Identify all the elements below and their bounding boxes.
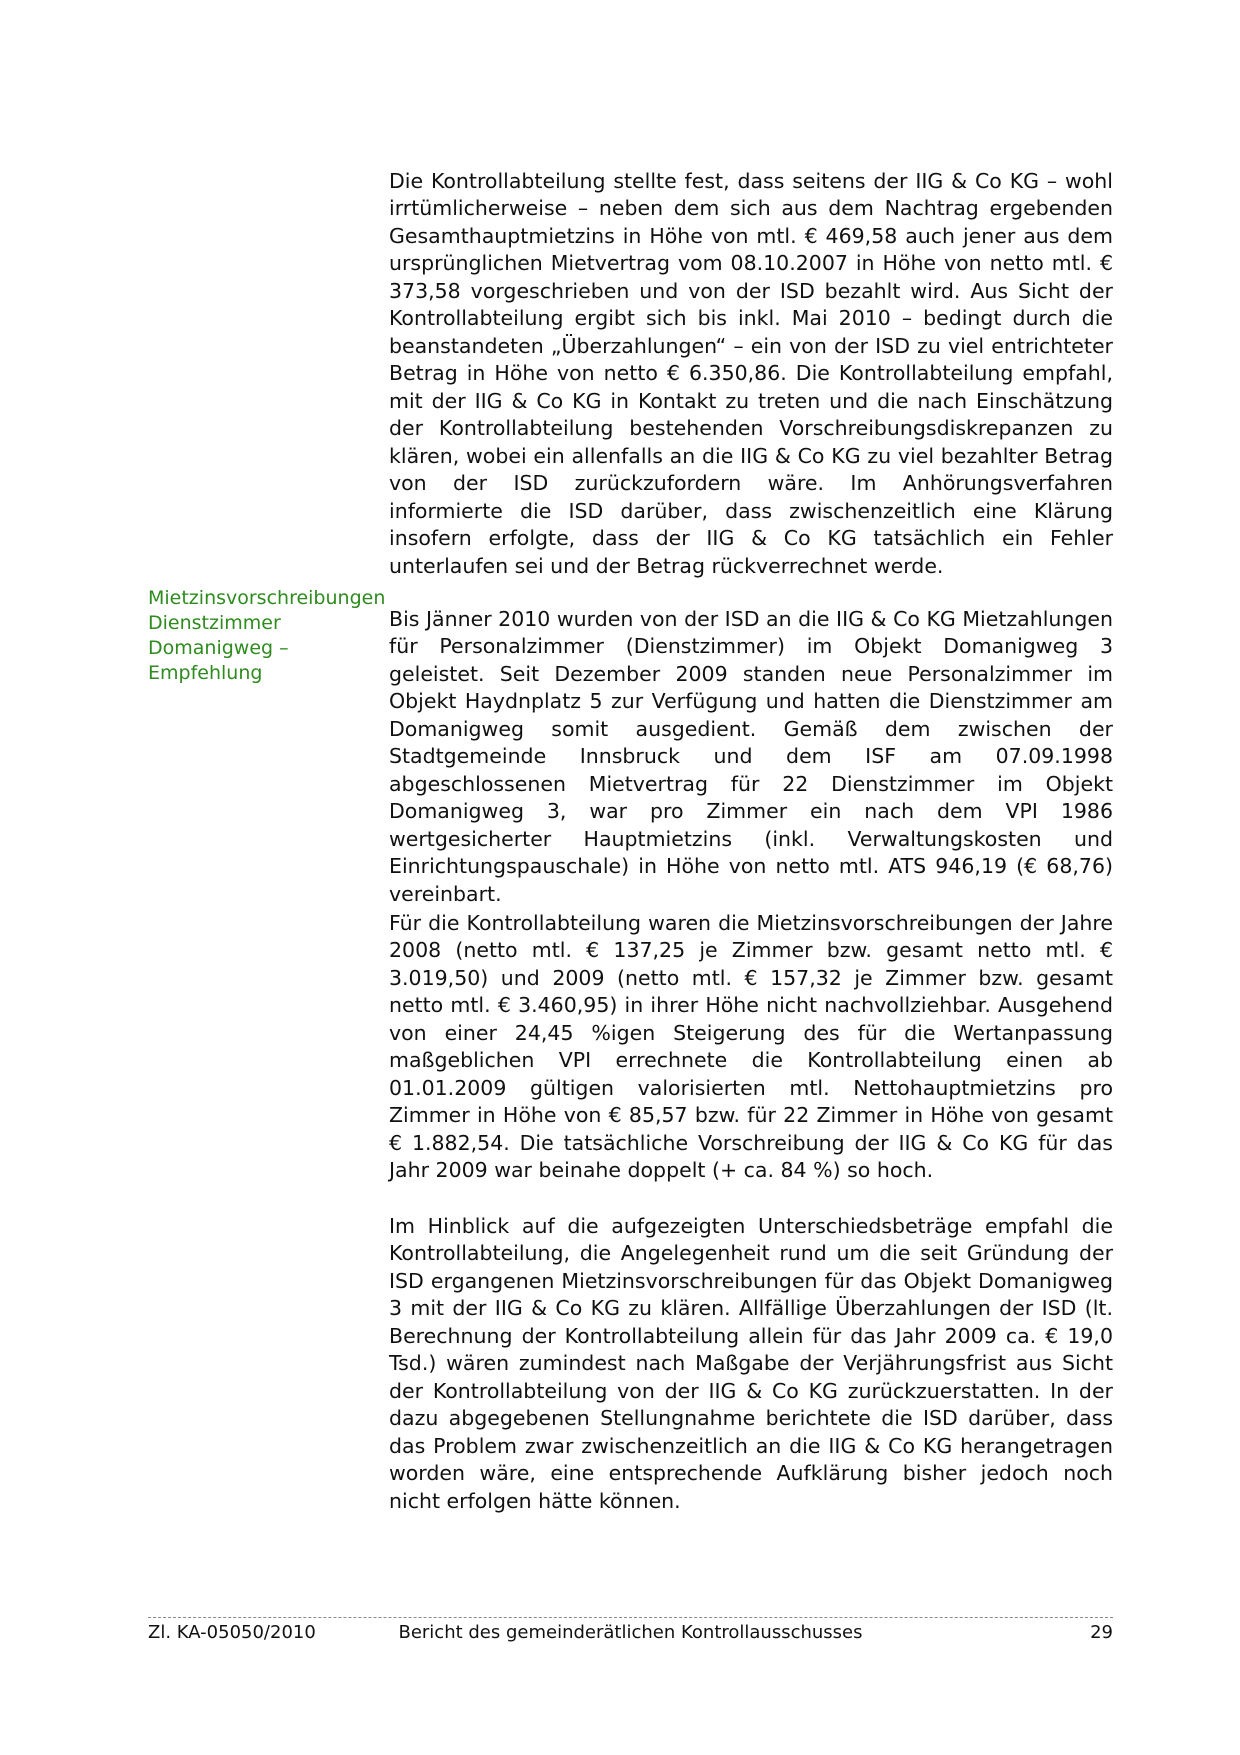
footer-divider bbox=[148, 1617, 1113, 1618]
page-number: 29 bbox=[1090, 1622, 1113, 1643]
margin-heading-line: Domanigweg – bbox=[148, 637, 289, 659]
body-paragraph: Im Hinblick auf die aufgezeigten Unterschiedsbeträge empfahl die Kontrollabteilung, die Angelegenheit rund um die seit Gründung der ISD ergangenen Mietzinsvorschreibungen für das Objekt Domanigweg 3 mit der IIG & Co KG zu klären. Allfällige Überzahlungen der ISD (lt. Berechnung der Kontrollabteilung allein für das Jahr 2009 ca. € 19,0 Tsd.) wären zumindest nach Maßgabe der Verjährungsfrist aus Sicht der Kontrollabteilung von der IIG & Co KG zurückzuerstatten. In der dazu abgegebenen Stellungnahme berichtete die ISD darüber, dass das Problem zwar zwischenzeitlich an die IIG & Co KG herangetragen worden wäre, eine entsprechende Aufklärung bisher jedoch noch nicht erfolgen hätte können. bbox=[389, 1213, 1113, 1513]
margin-heading-line: Mietzinsvorschreibungen bbox=[148, 587, 386, 609]
body-paragraph: Für die Kontrollabteilung waren die Mietzinsvorschreibungen der Jahre 2008 (netto mtl. € 137,25 je Zimmer bzw. gesamt netto mtl. € 3.019,50) und 2009 (netto mtl. € 157,32 je Zimmer bzw. gesamt netto mtl. € 3.460,95) in ihrer Höhe nicht nachvollziehbar. Ausgehend von einer 24,45 %igen Steigerung des für die Wertanpassung maßgeblichen VPI errechnete die Kontrollabteilung einen ab 01.01.2009 gültigen valorisierten mtl. Nettohauptmietzins pro Zimmer in Höhe von € 85,57 bzw. für 22 Zimmer in Höhe von gesamt € 1.882,54. Die tatsächliche Vorschreibung der IIG & Co KG für das Jahr 2009 war beinahe doppelt (+ ca. 84 %) so hoch. bbox=[389, 910, 1113, 1182]
margin-heading-line: Dienstzimmer bbox=[148, 612, 281, 634]
margin-heading bbox=[148, 586, 384, 686]
body-paragraph: Die Kontrollabteilung stellte fest, dass seitens der IIG & Co KG – wohl irrtümlicherweise – neben dem sich aus dem Nachtrag ergebenden Gesamthauptmietzins in Höhe von mtl. € 469,58 auch jener aus dem ursprünglichen Mietvertrag vom 08.10.2007 in Höhe von netto mtl. € 373,58 vorgeschrieben und von der ISD bezahlt wird. Aus Sicht der Kontrollabteilung ergibt sich bis inkl. Mai 2010 – bedingt durch die beanstandeten „Überzahlungen“ – ein von der ISD zu viel entrichteter Betrag in Höhe von netto € 6.350,86. Die Kontrollabteilung empfahl, mit der IIG & Co KG in Kontakt zu treten und die nach Einschätzung der Kontrollabteilung bestehenden Vorschreibungsdiskrepanzen zu klären, wobei ein allenfalls an die IIG & Co KG zu viel bezahlter Betrag von der ISD zurückzufordern wäre. Im Anhörungsverfahren informierte die ISD darüber, dass zwischenzeitlich eine Klärung insofern erfolgte, dass der IIG & Co KG tatsächlich ein Fehler unterlaufen sei und der Betrag rückverrechnet werde. bbox=[389, 168, 1113, 578]
footer-title: Bericht des gemeinderätlichen Kontrollausschusses bbox=[398, 1622, 863, 1643]
margin-heading-line: Empfehlung bbox=[148, 662, 263, 684]
body-paragraph: Bis Jänner 2010 wurden von der ISD an die IIG & Co KG Mietzahlungen für Personalzimmer (Dienstzimmer) im Objekt Domanigweg 3 geleistet. Seit Dezember 2009 standen neue Personalzimmer im Objekt Haydnplatz 5 zur Verfügung und hatten die Dienstzimmer am Domanigweg somit ausgedient. Gemäß dem zwischen der Stadtgemeinde Innsbruck und dem ISF am 07.09.1998 abgeschlossenen Mietvertrag für 22 Dienstzimmer im Objekt Domanigweg 3, war pro Zimmer ein nach dem VPI 1986 wertgesicherter Hauptmietzins (inkl. Verwaltungskosten und Einrichtungspauschale) in Höhe von netto mtl. ATS 946,19 (€ 68,76) vereinbart. bbox=[389, 606, 1113, 906]
footer-reference: Zl. KA-05050/2010 bbox=[148, 1622, 316, 1643]
